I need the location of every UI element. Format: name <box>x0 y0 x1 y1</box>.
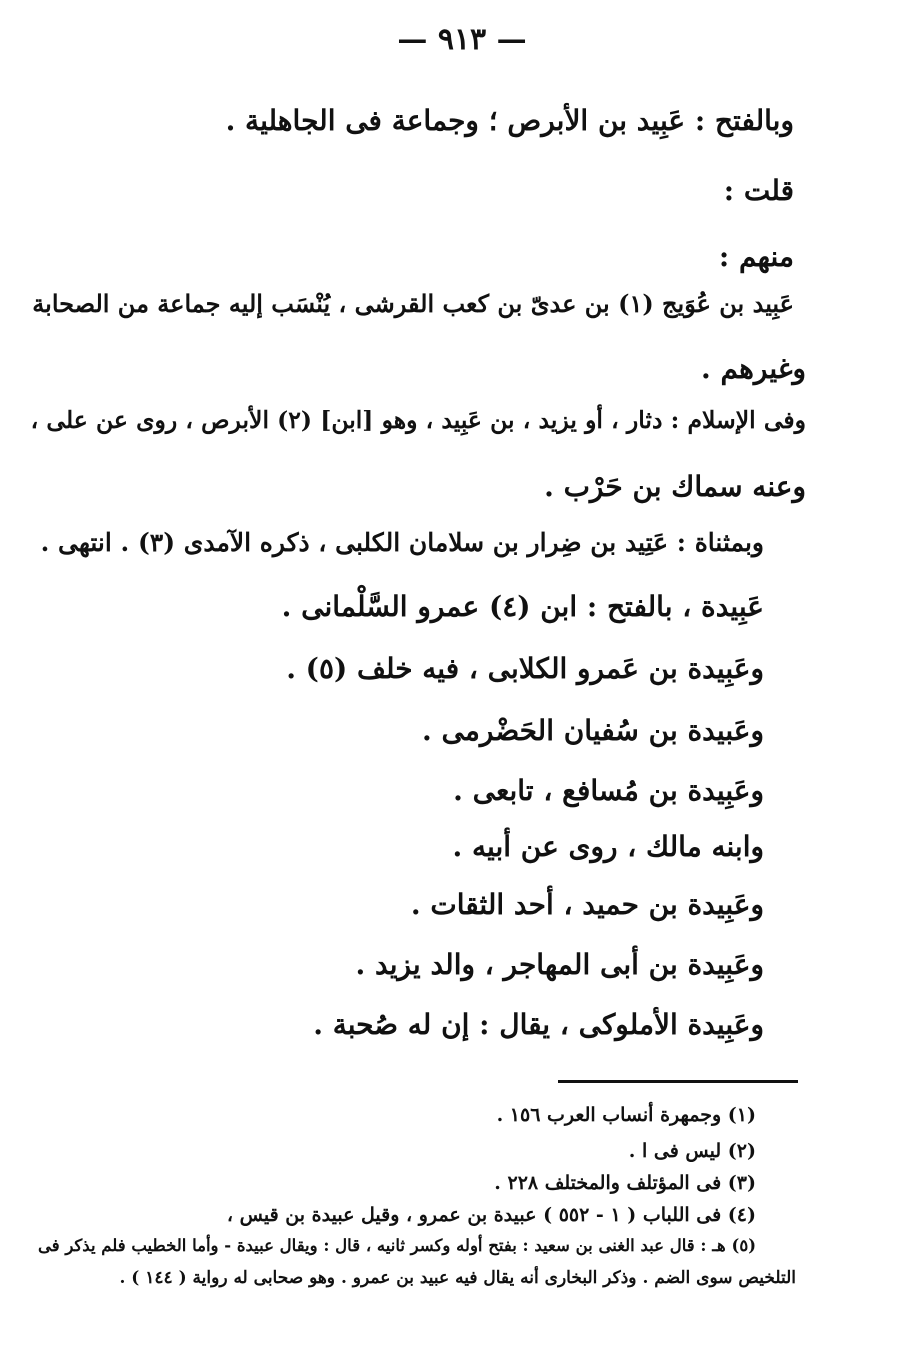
body-line-16: وعَبِيدة الأملوكى ، يقال : إن له صُحبة . <box>313 1008 764 1041</box>
body-line-14: وعَبِيدة بن حميد ، أحد الثقات . <box>410 888 764 921</box>
footnote-3: (٣) فى المؤتلف والمختلف ٢٢٨ . <box>494 1172 756 1194</box>
footnote-divider <box>558 1080 798 1083</box>
body-line-4: عَبِيد بن عُوَيج (١) بن عدىّ بن كعب القرشى ، يُنْسَب إليه جماعة من الصحابة <box>32 289 794 318</box>
body-line-7: وعنه سماك بن حَرْب . <box>544 470 806 503</box>
body-line-13: وابنه مالك ، روى عن أبيه . <box>452 830 764 863</box>
footnote-5-continued: التلخيص سوى الضم . وذكر البخارى أنه يقال فيه عبيد بن عمرو . وهو صحابى له رواية ( ١٤٤ ) . <box>119 1268 796 1288</box>
page-number: — ٩١٣ — <box>397 22 527 57</box>
body-line-2: قلت : <box>723 174 794 207</box>
body-line-11: وعَبيدة بن سُفيان الحَضْرمى . <box>422 714 764 747</box>
body-line-10: وعَبِيدة بن عَمرو الكلابى ، فيه خلف (٥) . <box>286 652 764 685</box>
footnote-5: (٥) هـ : قال عبد الغنى بن سعيد : بفتح أوله وكسر ثانيه ، قال : ويقال عبيدة - وأما الخطيب فلم يذكر فى <box>37 1236 756 1255</box>
body-line-15: وعَبِيدة بن أبى المهاجر ، والد يزيد . <box>355 948 764 981</box>
footnote-2: (٢) ليس فى ا . <box>628 1140 756 1162</box>
body-line-3: منهم : <box>718 240 794 273</box>
footnote-4: (٤) فى اللباب ( ١ - ٥٥٢ ) عبيدة بن عمرو ، وقيل عبيدة بن قيس ، <box>226 1204 756 1226</box>
footnote-1: (١) وجمهرة أنساب العرب ١٥٦ . <box>496 1104 756 1126</box>
body-line-5: وغيرهم . <box>701 352 806 385</box>
body-line-9: عَبِيدة ، بالفتح : ابن (٤) عمرو السَّلْمانى . <box>281 590 764 623</box>
body-line-6: وفى الإسلام : دثار ، أو يزيد ، بن عَبِيد ، وهو [ابن] (٢) الأبرص ، روى عن على ، <box>30 406 806 434</box>
body-line-1: وبالفتح : عَبِيد بن الأبرص ؛ وجماعة فى الجاهلية . <box>225 104 794 137</box>
body-line-8: وبمثناة : عَتِيد بن ضِرار بن سلامان الكلبى ، ذكره الآمدى (٣) . انتهى . <box>40 528 764 557</box>
body-line-12: وعَبِيدة بن مُسافع ، تابعى . <box>453 774 764 807</box>
